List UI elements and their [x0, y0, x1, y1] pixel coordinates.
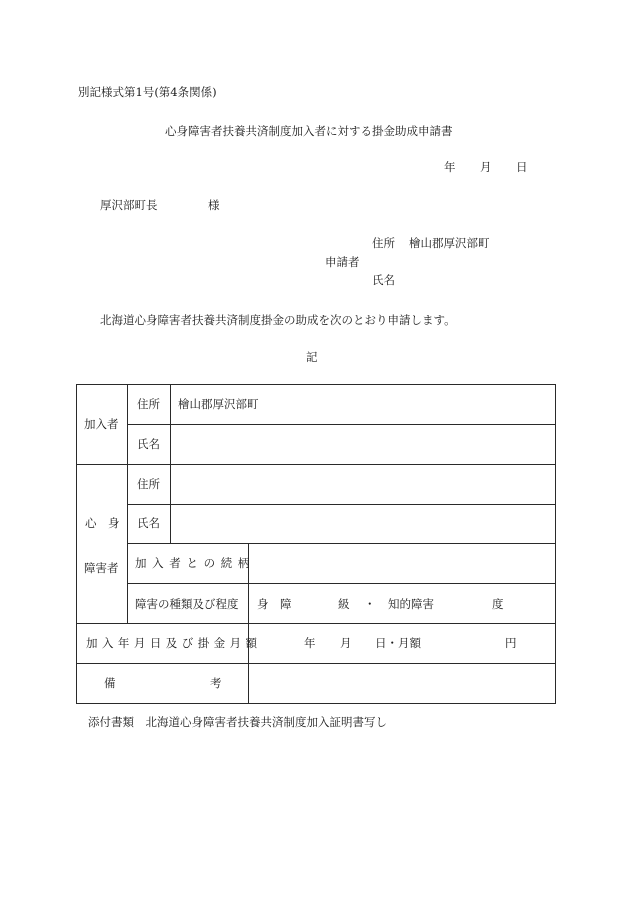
- member-name-label: 氏名: [137, 437, 160, 451]
- applicant-label: 申請者: [325, 255, 360, 269]
- addressee-name: 厚沢部町長: [100, 198, 158, 212]
- yen-label: 円: [505, 636, 517, 650]
- date-day-label: 日: [516, 160, 528, 174]
- document-title: 心身障害者扶養共済制度加入者に対する掛金助成申請書: [165, 124, 453, 138]
- disability-type-label: 障害の種類及び程度: [135, 597, 239, 611]
- member-label: 加入者: [84, 417, 119, 431]
- attachment-note: 添付書類 北海道心身障害者扶養共済制度加入証明書写し: [88, 715, 387, 729]
- member-address-value: 檜山郡厚沢部町: [178, 397, 259, 411]
- join-day-monthly-label: 日・月額: [375, 636, 421, 650]
- grade-label: 級: [338, 597, 350, 611]
- form-number: 別記様式第1号(第4条関係): [78, 85, 217, 99]
- intellectual-disability-label: 知的障害: [388, 597, 434, 611]
- join-year-label: 年: [304, 636, 316, 650]
- disabled-person-label-2: 障害者: [84, 561, 119, 575]
- ki-label: 記: [306, 350, 318, 364]
- join-month-label: 月: [340, 636, 352, 650]
- relation-label: 加 入 者 と の 続 柄: [135, 556, 251, 570]
- join-date-label: 加 入 年 月 日 及 び 掛 金 月 額: [86, 636, 258, 650]
- applicant-address-value: 檜山郡厚沢部町: [409, 236, 490, 250]
- date-year-label: 年: [444, 160, 456, 174]
- applicant-name-label: 氏名: [372, 273, 395, 287]
- member-address-label: 住所: [137, 397, 160, 411]
- disabled-person-label-1: 心 身: [85, 516, 120, 530]
- applicant-address-label: 住所: [372, 236, 395, 250]
- statement: 北海道心身障害者扶養共済制度掛金の助成を次のとおり申請します。: [100, 313, 456, 327]
- separator-dot: ・: [364, 597, 376, 611]
- degree-label: 度: [492, 597, 504, 611]
- remarks-label-2: 考: [210, 676, 222, 690]
- date-month-label: 月: [480, 160, 492, 174]
- disabled-address-label: 住所: [137, 477, 160, 491]
- remarks-label-1: 備: [104, 676, 116, 690]
- physical-disability-label: 身 障: [257, 597, 292, 611]
- disabled-name-label: 氏名: [137, 516, 160, 530]
- addressee-honorific: 様: [208, 198, 220, 212]
